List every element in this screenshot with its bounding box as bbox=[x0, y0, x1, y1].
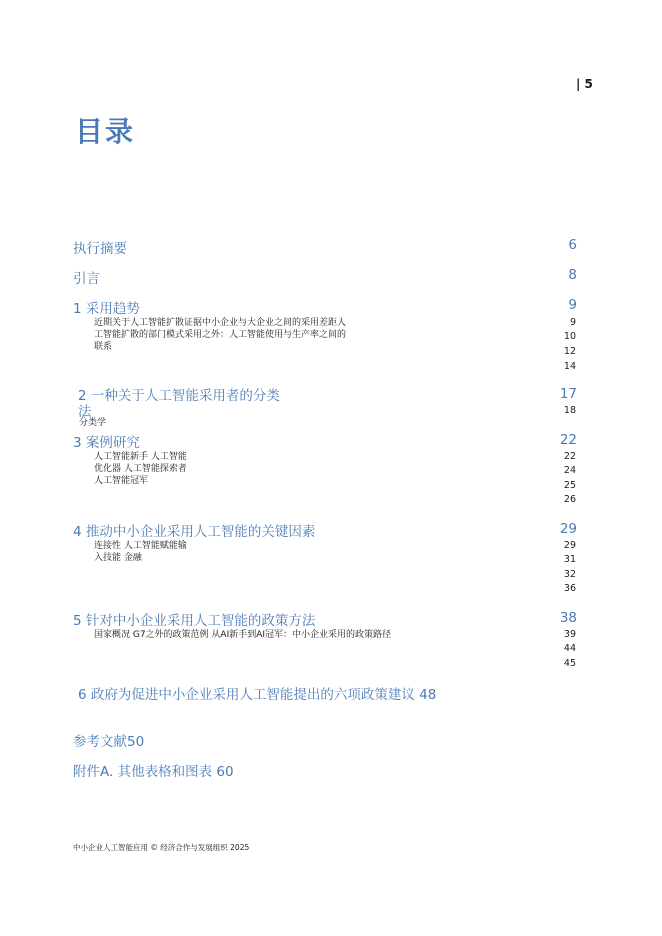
toc-ch5-sub-page[interactable]: 44 bbox=[563, 643, 576, 654]
toc-ch3-label[interactable]: 3 案例研究 bbox=[73, 435, 140, 451]
toc-ch3-page[interactable]: 22 bbox=[559, 432, 577, 448]
toc-ch1-sub-page[interactable]: 10 bbox=[563, 331, 576, 342]
toc-refs-label[interactable]: 参考文献50 bbox=[73, 734, 145, 750]
toc-ch1-sub-line[interactable]: 工智能扩散的部门模式采用之外：人工智能使用与生产率之间的 bbox=[94, 330, 347, 340]
toc-ch3-sub-page[interactable]: 25 bbox=[563, 480, 576, 491]
toc-ch3-sub-line[interactable]: 人工智能新手 人工智能 bbox=[94, 452, 187, 462]
toc-ch2-page[interactable]: 17 bbox=[559, 386, 577, 402]
toc-ch2-sub-line[interactable]: 分类学 bbox=[79, 418, 107, 428]
toc-intro-page[interactable]: 8 bbox=[568, 267, 577, 283]
toc-ch1-sub-page[interactable]: 14 bbox=[563, 361, 576, 372]
toc-ch5-sub-line[interactable]: 国家概况 G7之外的政策范例 从AI新手到AI冠军：中小企业采用的政策路径 bbox=[94, 630, 392, 640]
toc-ch4-page[interactable]: 29 bbox=[559, 521, 577, 537]
toc-annex-label[interactable]: 附件A. 其他表格和图表 60 bbox=[73, 764, 234, 780]
toc-ch3-sub-line[interactable]: 优化器 人工智能探索者 bbox=[94, 464, 187, 474]
toc-ch3-sub-line[interactable]: 人工智能冠军 bbox=[94, 476, 149, 486]
toc-ch5-page[interactable]: 38 bbox=[559, 610, 577, 626]
page-number: | 5 bbox=[576, 77, 593, 91]
page-title: 目录 bbox=[75, 115, 136, 148]
toc-ch6-label[interactable]: 6 政府为促进中小企业采用人工智能提出的六项政策建议 48 bbox=[78, 687, 437, 703]
toc-ch2-sub-page[interactable]: 18 bbox=[563, 405, 576, 416]
toc-ch3-sub-page[interactable]: 24 bbox=[563, 465, 576, 476]
toc-ch4-sub-page[interactable]: 31 bbox=[563, 554, 576, 565]
toc-ch5-sub-page[interactable]: 39 bbox=[563, 629, 576, 640]
toc-ch3-sub-page[interactable]: 22 bbox=[563, 451, 576, 462]
toc-ch1-label[interactable]: 1 采用趋势 bbox=[73, 301, 140, 317]
toc-ch3-sub-page[interactable]: 26 bbox=[563, 494, 576, 505]
toc-ch4-sub-line[interactable]: 连接性 人工智能赋能输 bbox=[94, 541, 187, 551]
page-footer: 中小企业人工智能应用 © 经济合作与发展组织 2025 bbox=[73, 843, 250, 852]
toc-ch4-sub-page[interactable]: 36 bbox=[563, 583, 576, 594]
toc-ch5-sub-page[interactable]: 45 bbox=[563, 658, 576, 669]
toc-intro-label[interactable]: 引言 bbox=[73, 271, 100, 287]
toc-ch4-label[interactable]: 4 推动中小企业采用人工智能的关键因素 bbox=[73, 524, 316, 540]
toc-ch5-label[interactable]: 5 针对中小企业采用人工智能的政策方法 bbox=[73, 613, 316, 629]
toc-ch4-sub-page[interactable]: 29 bbox=[563, 540, 576, 551]
toc-ch1-sub-page[interactable]: 12 bbox=[563, 346, 576, 357]
toc-ch1-sub-line[interactable]: 近期关于人工智能扩散证据中小企业与大企业之间的采用差距人 bbox=[94, 318, 347, 328]
toc-ch1-sub-page[interactable]: 9 bbox=[569, 317, 576, 328]
toc-ch4-sub-page[interactable]: 32 bbox=[563, 569, 576, 580]
toc-ch2-label-cont[interactable]: 法 bbox=[78, 404, 92, 420]
toc-ch1-page[interactable]: 9 bbox=[568, 297, 577, 313]
toc-ch4-sub-line[interactable]: 入技能 金融 bbox=[94, 553, 142, 563]
toc-exec-label[interactable]: 执行摘要 bbox=[73, 241, 127, 257]
toc-ch2-label[interactable]: 2 一种关于人工智能采用者的分类 bbox=[78, 388, 280, 404]
toc-exec-page[interactable]: 6 bbox=[568, 237, 577, 253]
toc-ch1-sub-line[interactable]: 联系 bbox=[94, 342, 113, 352]
